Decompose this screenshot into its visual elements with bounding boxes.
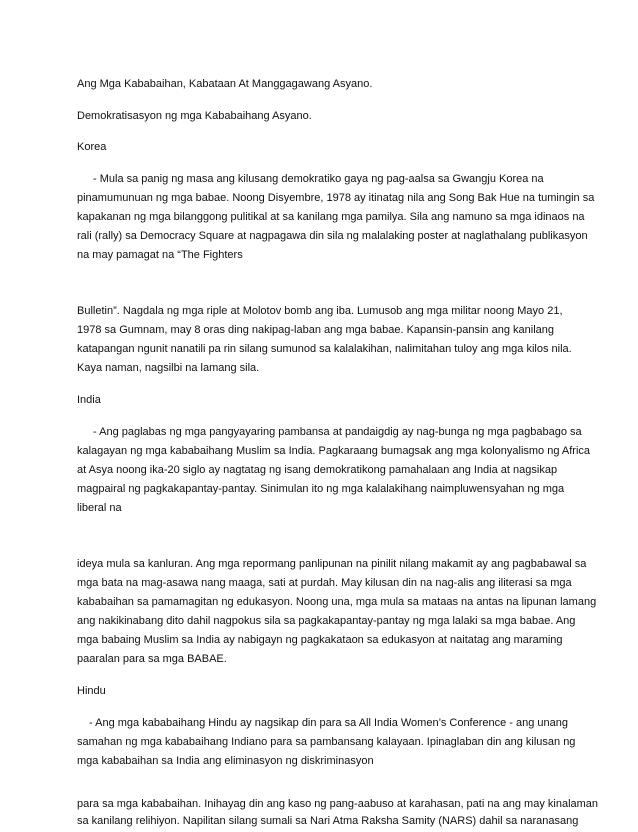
paragraph-line: mga bata na mag-asawa nang maaga, sati at purdah. May kilusan din na nag-alis ang iliterasi sa mga bbox=[77, 577, 572, 589]
paragraph-line: ang nakikinabang dito dahil nagpokus sila sa pagkakapantay-pantay ng mga lalaki sa mga babae. Ang bbox=[77, 615, 576, 627]
paragraph-line: pinamumunuan ng mga babae. Noong Disyembre, 1978 ay itinatag nila ang Song Bak Hue na tumingin sa bbox=[77, 192, 595, 204]
paragraph-line: magpairal ng pagkakapantay-pantay. Sinimulan ito ng mga kalalakihang naimpluwensyahan ng mga bbox=[77, 483, 565, 495]
paragraph-line: katapangan ngunit nanatili pa rin silang sumunod sa kalalakihan, nalimitahan tuloy ang mga kilos nila. bbox=[77, 343, 572, 355]
paragraph-line: kalagayan ng mga kababaihang Muslim sa India. Pagkaraang bumagsak ang mga kolonyalismo ng Africa bbox=[77, 445, 591, 457]
paragraph-line: mga kababaihan sa India ang eliminasyon ng diskriminasyon bbox=[77, 755, 374, 767]
paragraph-line: - Mula sa panig ng masa ang kilusang demokratiko gaya ng pag-aalsa sa Gwangju Korea na bbox=[93, 173, 544, 185]
paragraph-line: sa kanilang relihiyon. Napilitan silang sumali sa Nari Atma Raksha Samity (NARS) dahil sa naranasang bbox=[77, 815, 579, 827]
section-heading-hindu: Hindu bbox=[77, 685, 106, 697]
paragraph-line: - Ang mga kababaihang Hindu ay nagsikap din para sa All India Women’s Conference - ang unang bbox=[89, 717, 569, 729]
paragraph-line: Kaya naman, nagsilbi na lamang sila. bbox=[77, 362, 260, 374]
paragraph-line: Bulletin”. Nagdala ng mga riple at Molotov bomb ang iba. Lumusob ang mga militar noong Mayo 21, bbox=[77, 305, 563, 317]
paragraph-line: 1978 sa Gumnam, may 8 oras ding nakipag-laban ang mga babae. Kapansin-pansin ang kanilang bbox=[77, 324, 554, 336]
paragraph-line: liberal na bbox=[77, 502, 122, 514]
paragraph-line: samahan ng mga kababaihang Indiano para sa pambansang kalayaan. Ipinaglaban din ang kilusan ng bbox=[77, 736, 576, 748]
section-heading-korea: Korea bbox=[77, 141, 107, 153]
paragraph-line: rali (rally) sa Democracy Square at nagpagawa din sila ng malalaking poster at naglathalang publikasyon bbox=[77, 230, 588, 242]
document-subtitle: Demokratisasyon ng mga Kababaihang Asyano. bbox=[77, 110, 312, 122]
paragraph-line: kapakanan ng mga bilanggong pulitikal at sa kanilang mga pamilya. Sila ang namuno sa mga idinaos na bbox=[77, 211, 585, 223]
paragraph-line: ideya mula sa kanluran. Ang mga repormang panlipunan na pinilit nilang makamit ay ang pagbabawal sa bbox=[77, 558, 587, 570]
paragraph-line: para sa mga kababaihan. Inihayag din ang kaso ng pang-aabuso at karahasan, pati na ang may kinalaman bbox=[77, 798, 599, 810]
section-heading-india: India bbox=[77, 394, 101, 406]
paragraph-line: mga babaing Muslim sa India ay nabigayn ng pagkakataon sa edukasyon at naitatag ang maraming bbox=[77, 634, 563, 646]
paragraph-line: na may pamagat na “The Fighters bbox=[77, 249, 243, 261]
paragraph-line: kababaihan sa pamamagitan ng edukasyon. Noong una, mga mula sa mataas na antas na lipunan lamang bbox=[77, 596, 597, 608]
paragraph-line: at Asya noong ika-20 siglo ay nagtatag ng isang demokratikong pamahalaan ang India at nagsikap bbox=[77, 464, 558, 476]
document-title: Ang Mga Kababaihan, Kabataan At Manggagawang Asyano. bbox=[77, 78, 373, 90]
paragraph-line: paaralan para sa mga BABAE. bbox=[77, 653, 227, 665]
paragraph-line: - Ang paglabas ng mga pangyayaring pambansa at pandaigdig ay nag-bunga ng mga pagbabago sa bbox=[93, 426, 582, 438]
